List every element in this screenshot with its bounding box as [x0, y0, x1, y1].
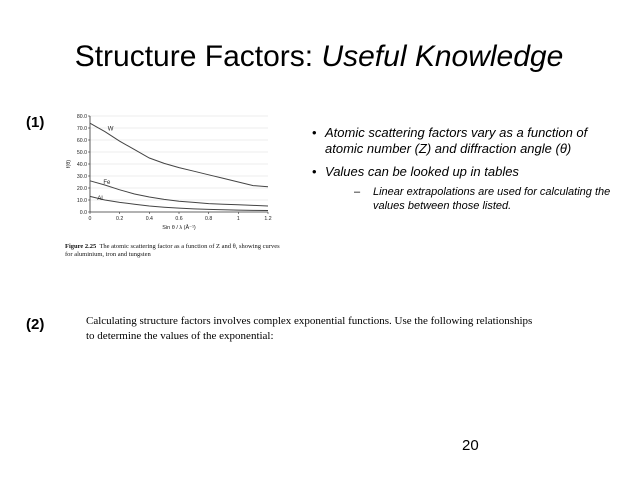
figure-caption-label: Figure 2.25 [65, 243, 97, 250]
series-label-al: Al [97, 196, 103, 202]
x-tick-label: 0.8 [205, 216, 213, 222]
chart-ticks [77, 114, 272, 222]
chart-svg [60, 108, 285, 236]
series-label-w: W [107, 126, 114, 133]
bullet-item [312, 125, 612, 157]
slide-title [0, 40, 638, 74]
y-axis-label: f(θ) [66, 159, 72, 169]
bullet-glyph: • [312, 164, 317, 179]
section-marker-1: (1) [26, 114, 45, 131]
chart-series-labels [97, 127, 113, 202]
x-tick-label: 1.2 [264, 216, 272, 222]
y-tick-label: 70.0 [76, 125, 87, 132]
y-tick-label: 80.0 [76, 113, 87, 120]
y-tick-label: 10.0 [76, 197, 87, 204]
title-main: Structure Factors: [74, 40, 314, 73]
section-marker-2: (2) [26, 316, 45, 333]
y-tick-label: 40.0 [76, 161, 87, 168]
y-tick-label: 30.0 [76, 173, 87, 180]
dash-glyph: – [354, 186, 361, 198]
bullet-text: Values can be looked up in tables [325, 164, 519, 179]
x-tick-label: 0 [88, 216, 92, 222]
y-tick-label: 20.0 [76, 185, 87, 192]
bullet-list [312, 125, 612, 213]
sub-bullet-text: Linear extrapolations are used for calculating the values between those listed. [373, 186, 611, 212]
sub-bullet-item [354, 185, 612, 213]
x-axis-label: Sin θ / λ (Å⁻¹) [162, 225, 196, 231]
bullet-glyph: • [312, 125, 317, 140]
x-tick-label: 0.2 [116, 216, 124, 222]
figure-caption-text: The atomic scattering factor as a function of Z and θ, showing curves for aluminium, iron and tungsten [65, 243, 280, 258]
figure-caption [65, 243, 280, 259]
chart-series [90, 123, 268, 210]
scattering-factor-chart [60, 108, 285, 241]
bullet-item [312, 164, 612, 180]
title-italic: Useful Knowledge [321, 40, 564, 73]
body-paragraph: Calculating structure factors involves complex exponential functions. Use the following relationships to determine the values of the exponential: [86, 315, 533, 342]
series-label-fe: Fe [103, 180, 111, 186]
y-tick-label: 60.0 [76, 137, 87, 144]
x-tick-label: 0.6 [175, 216, 183, 222]
series-line-w [90, 123, 268, 187]
x-tick-label: 1 [236, 216, 240, 222]
bullet-text: Atomic scattering factors vary as a function of atomic number (Z) and diffraction angle (θ) [325, 125, 588, 156]
x-tick-label: 0.4 [145, 216, 153, 222]
series-line-al [90, 196, 268, 210]
y-tick-label: 0.0 [79, 209, 87, 216]
page-number: 20 [462, 437, 479, 454]
chart-gridlines [90, 116, 268, 200]
y-tick-label: 50.0 [76, 149, 87, 156]
